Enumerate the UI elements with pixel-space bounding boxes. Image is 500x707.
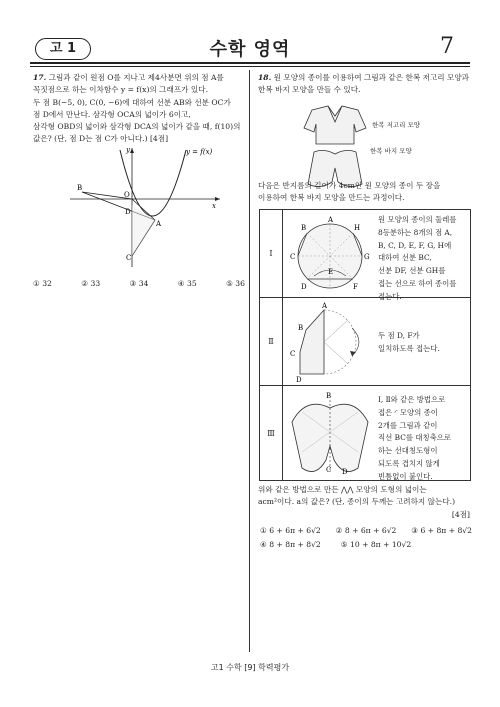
- svg-text:B: B: [301, 224, 307, 232]
- page-footer: 고1 수학 [9] 학력평가: [210, 663, 290, 672]
- question-line: 꼭짓점으로 하는 이차함수 y = f(x)의 그래프가 있다.: [33, 85, 209, 95]
- step1-text: 원 모양의 종이의 둘레를 8등분하는 8개의 점 A, B, C, D, E, F, G, H에 대하여 선분 BC, 선분 DF, 선분 GH를 접는 선으로 하여 종이를 접는다.: [378, 215, 457, 301]
- question-line: 다음은 반지름의 길이가 4cm인 원 모양의 종이 두 장을: [258, 181, 441, 190]
- svg-text:C: C: [290, 350, 296, 358]
- hanbok-top: [304, 106, 366, 144]
- steps-table: [259, 209, 471, 481]
- point-label: O: [124, 191, 130, 199]
- question-line: 이용하여 한복 바지 모양을 만드는 과정이다.: [258, 193, 405, 203]
- svg-text:D: D: [342, 468, 348, 476]
- hanbok-pants-label: 한복 바지 모양: [370, 147, 412, 155]
- parabola: [120, 150, 186, 216]
- curve-label: y = f(x): [186, 148, 213, 156]
- y-axis-label: y: [126, 146, 130, 154]
- point-label: D: [125, 208, 131, 216]
- svg-text:D: D: [296, 376, 302, 382]
- question-line: 원 모양의 종이를 이용하여 그림과 같은 한복 저고리 모양과: [273, 73, 470, 82]
- question-18-closing: [258, 484, 470, 521]
- svg-text:C: C: [290, 253, 296, 261]
- choice[interactable]: ⑤ 10 + 8π + 10√2: [340, 540, 412, 549]
- question-number: 17.: [33, 73, 47, 82]
- choice[interactable]: ① 32: [33, 279, 52, 288]
- question-line: 한복 바지 모양을 만들 수 있다.: [258, 85, 361, 95]
- q17-choices: [33, 279, 245, 288]
- question-line: acm²이다. a의 값은? (단, 종이의 두께는 고려하지 않는다.): [258, 497, 456, 507]
- page-number: 7: [440, 34, 454, 59]
- svg-text:D: D: [301, 283, 307, 291]
- step2-figure: [286, 302, 376, 382]
- question-line: 위와 같은 방법으로 만든 ⋀⋀ 모양의 도형의 넓이는: [258, 485, 427, 494]
- question-line: 그림과 같이 원점 O를 지나고 제4사분면 위의 점 A를: [48, 73, 224, 82]
- choice[interactable]: ④ 35: [177, 279, 197, 288]
- question-18: [258, 72, 470, 97]
- choice[interactable]: ② 8 + 6π + 6√2: [335, 526, 397, 535]
- point-label: A: [156, 220, 162, 228]
- choice[interactable]: ② 33: [81, 279, 101, 288]
- question-number: 18.: [258, 73, 272, 82]
- svg-text:A: A: [328, 216, 334, 224]
- question-line: 삼각형 OBD의 넓이와 삼각형 DCA의 넓이가 같을 때, f(10)의: [33, 122, 241, 132]
- point-label: C: [126, 254, 132, 262]
- grade-badge: 고 1: [35, 38, 91, 60]
- svg-text:B: B: [298, 324, 304, 332]
- choice[interactable]: ① 6 + 6π + 6√2: [260, 526, 321, 535]
- svg-text:H: H: [354, 224, 361, 232]
- x-axis-label: x: [212, 202, 216, 210]
- hanbok-illustration: [300, 102, 370, 192]
- choice[interactable]: ⑤ 36: [226, 279, 245, 288]
- choice[interactable]: ④ 8 + 8π + 8√2: [260, 540, 321, 549]
- step-number: Ⅱ: [268, 337, 274, 346]
- q18-choices: [260, 524, 472, 552]
- step-number: Ⅲ: [267, 428, 275, 438]
- svg-text:E: E: [328, 268, 334, 276]
- svg-text:G: G: [364, 253, 370, 261]
- choice[interactable]: ③ 6 + 8π + 8√2: [411, 526, 472, 535]
- question-line: 두 점 B(−5, 0), C(0, −6)에 대하여 선분 AB와 선분 OC가: [33, 97, 231, 107]
- question-line: 값은? (단, 점 D는 점 C가 아니다.) [4점]: [33, 134, 169, 144]
- hanbok-top-label: 한복 저고리 모양: [372, 121, 421, 129]
- question-17: [33, 72, 245, 146]
- point-label: B: [77, 184, 83, 192]
- header-rule: [30, 62, 470, 64]
- svg-text:B: B: [326, 392, 332, 400]
- step2-text: 두 점 D, F가 일치하도록 접는다.: [378, 331, 440, 353]
- question-line: 점 D에서 만난다. 삼각형 OCA의 넓이가 6이고,: [33, 109, 191, 119]
- step-number: Ⅰ: [269, 249, 273, 258]
- column-divider: [249, 70, 250, 652]
- svg-text:F: F: [353, 283, 358, 291]
- svg-text:C: C: [326, 466, 332, 474]
- page-title: 수학 영역: [209, 39, 291, 60]
- points-note: [4점]: [451, 509, 470, 519]
- step3-text: Ⅰ, Ⅱ와 같은 방법으로 접은 ◜ 모양의 종이 2개를 그림과 같이 직선 BC를 대칭축으로 하는 선대칭도형이 되도록 겹치지 않게 빈틈없이 붙인다.: [378, 395, 452, 481]
- question-18-intro: [258, 180, 470, 205]
- choice[interactable]: ③ 34: [129, 279, 149, 288]
- header-rule-thin: [30, 66, 470, 67]
- step1-figure: [286, 216, 374, 294]
- svg-text:A: A: [322, 302, 328, 310]
- step3-figure: [286, 390, 376, 478]
- q17-graph: [60, 142, 230, 272]
